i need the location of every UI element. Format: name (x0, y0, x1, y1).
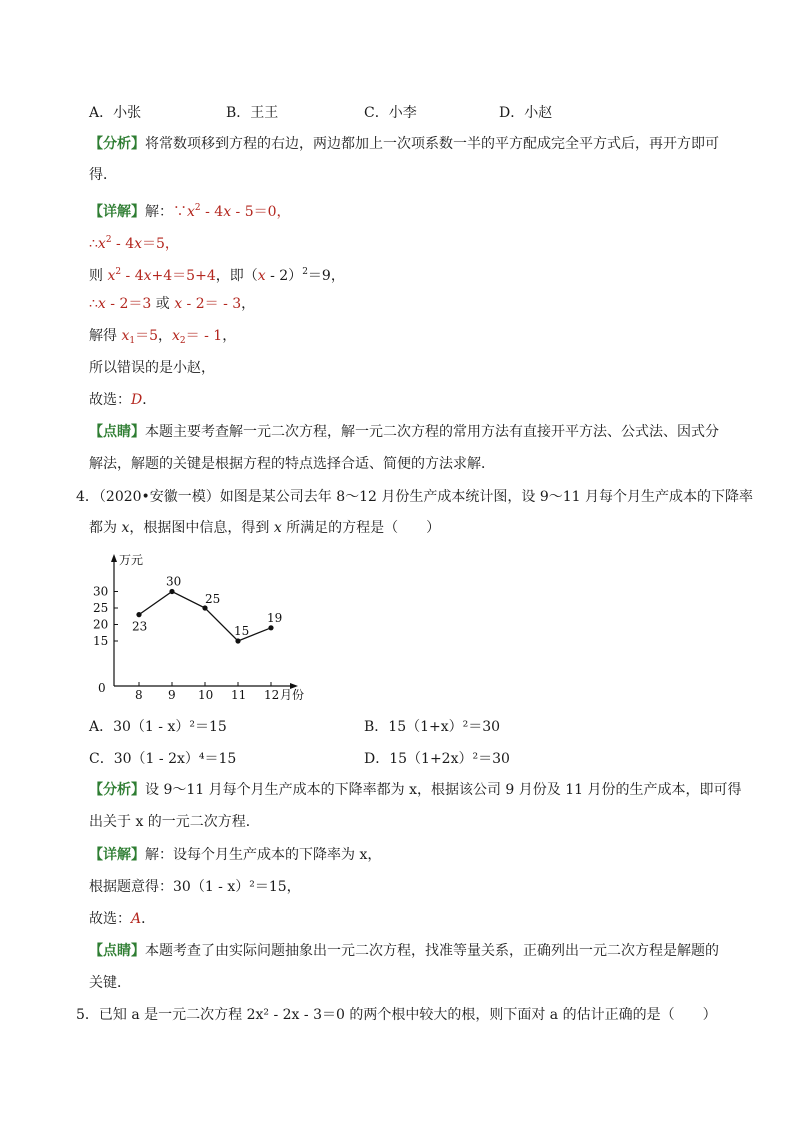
detail-tag: 【详解】 (89, 847, 145, 863)
x-axis-label: 月份 (280, 688, 305, 702)
q3-option-d: D．小赵 (499, 105, 553, 121)
data-point (235, 638, 240, 643)
q3-detail-line5: 解得 $x_1=5$，$x_2= - 1$， (89, 328, 237, 346)
q3-option-a: A．小张 (89, 105, 142, 121)
q3-analysis-text: 将常数项移到方程的右边，两边都加上一次项系数一半的平方配成完全平方式后，再开方即可 (145, 136, 719, 152)
q4-analysis-text: 设 9～11 月每个月生产成本的下降率都为 x，根据该公司 9 月份及 11 月份的生产成本，即可得 (145, 782, 742, 798)
q4-answer-suffix: ． (141, 911, 156, 927)
q4-comment-line2: 关键． (89, 975, 131, 991)
q3-answer-suffix: ． (142, 392, 157, 408)
y-tick-label: 25 (93, 601, 109, 615)
q4-comment-text: 本题考查了由实际问题抽象出一元二次方程，找准等量关系，正确列出一元二次方程是解题的 (145, 943, 719, 959)
q3-option-c: C．小李 (364, 105, 417, 121)
q4-stem-c: 所满足的方程是（ ） (281, 520, 441, 536)
detail-tag: 【详解】 (89, 204, 145, 220)
y-tick-label: 30 (93, 584, 109, 599)
q3-comment-line2: 解法，解题的关键是根据方程的特点选择合适、简便的方法求解． (89, 456, 495, 472)
x-tick-label: 8 (135, 688, 143, 702)
q5-stem: 5．已知 a 是一元二次方程 2x² - 2x - 3＝0 的两个根中较大的根，则下面对 a 的估计正确的是（ ） (76, 1007, 717, 1023)
y-axis-label: 万元 (119, 553, 144, 567)
q3-analysis-line1 (89, 134, 719, 154)
data-label: 25 (205, 592, 221, 606)
analysis-tag: 【分析】 (89, 136, 145, 152)
q4-detail-line2: 根据题意得：30（1 - x）²＝15， (89, 879, 301, 895)
analysis-tag: 【分析】 (89, 782, 145, 798)
q3-detail-line1: 【详解】解：$\because x^2 - 4x - 5=0$， (89, 203, 291, 220)
x-tick-label: 10 (198, 688, 214, 702)
y-tick-label: 20 (93, 617, 109, 632)
q4-answer-line (89, 909, 155, 929)
y-tick-label: 15 (93, 634, 109, 648)
q3-answer-prefix: 故选： (89, 392, 131, 408)
q4-answer-prefix: 故选： (89, 911, 131, 927)
data-label: 15 (234, 624, 250, 638)
q4-detail-line1 (89, 845, 381, 865)
q4-option-d: D．15（1+2x）²＝30 (364, 751, 510, 767)
q4-stem-line2: 都为 x，根据图中信息，得到 x 所满足的方程是（ ） (89, 520, 441, 536)
x-tick-label: 9 (168, 688, 176, 702)
q4-stem-line1: 4．（2020•安徽一模）如图是某公司去年 8～12 月份生产成本统计图，设 9～11 月每个月生产成本的下降率 (76, 489, 754, 505)
q4-analysis-line1 (89, 780, 742, 800)
q4-stem-x: x (121, 520, 130, 536)
comment-tag: 【点睛】 (89, 943, 145, 959)
q4-option-c: C．30（1 - 2x）⁴＝15 (89, 751, 237, 767)
data-label: 23 (132, 619, 148, 634)
q4-detail-text: 解：设每个月生产成本的下降率为 x， (145, 847, 382, 863)
q3-option-b: B．王王 (226, 105, 279, 121)
q3-detail-line3: 则 $x^2 - 4x+4=5+4$，即（x - 2）$^2$＝9， (89, 267, 345, 284)
data-point (169, 589, 174, 594)
q3-answer: D (131, 392, 143, 408)
data-point (136, 612, 141, 617)
data-label: 30 (166, 574, 182, 589)
q4-stem-b: ，根据图中信息，得到 (129, 520, 274, 536)
x-tick-label: 12 (264, 688, 280, 702)
q4-analysis-line2: 出关于 x 的一元二次方程． (89, 814, 260, 830)
q3-comment-line1 (89, 422, 719, 442)
q4-comment-line1 (89, 941, 719, 961)
q3-answer-line (89, 390, 156, 410)
y-axis-arrow (111, 554, 117, 562)
q4-answer: A (131, 911, 142, 927)
q3-comment-text: 本题主要考查解一元二次方程，解一元二次方程的常用方法有直接开平方法、公式法、因式分 (145, 424, 719, 440)
q4-line-chart (88, 548, 318, 708)
q3-analysis-line2: 得． (89, 167, 117, 183)
q3-detail-line2: $\therefore x^2 - 4x=5$， (89, 235, 179, 252)
data-point (268, 625, 273, 630)
data-label: 19 (267, 610, 283, 625)
q3-detail-line4: ∴x - 2＝3 或 x - 2＝ - 3， (89, 296, 256, 312)
q4-stem-a: 都为 (89, 520, 122, 536)
q4-option-b: B．15（1+x）²＝30 (364, 719, 501, 735)
x-tick-label: 11 (231, 688, 247, 702)
q3-conclusion: 所以错误的是小赵， (89, 360, 215, 376)
data-point (202, 605, 207, 610)
comment-tag: 【点睛】 (89, 424, 145, 440)
q4-option-a: A．30（1 - x）²＝15 (89, 719, 227, 735)
origin-label: 0 (98, 681, 106, 695)
q3-detail-prefix: 解： (145, 204, 173, 220)
